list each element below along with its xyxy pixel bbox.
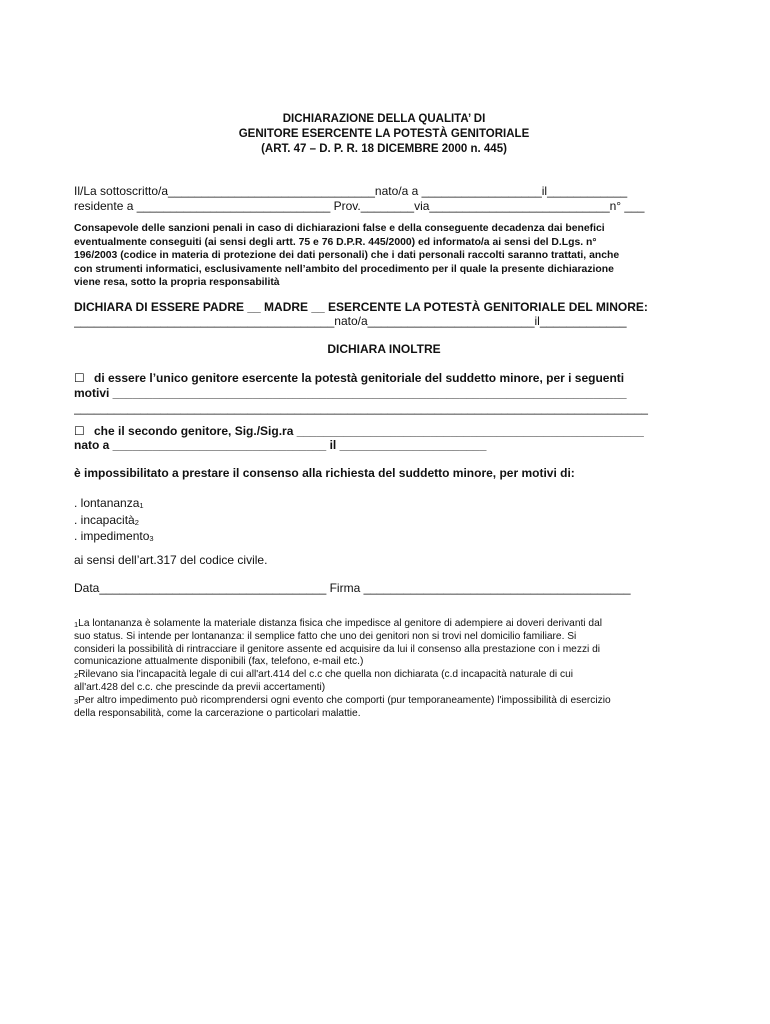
option-1-motivi-line[interactable]: motivi _____________________________________________________________________________ xyxy=(74,386,627,400)
motivi-list xyxy=(74,496,694,546)
document-title xyxy=(74,112,694,157)
consapevole-line: 196/2003 (codice in materia di protezione dei dati personali) che i dati personali raccolti saranno trattati, anche xyxy=(74,250,620,261)
dichiara-inoltre-heading: DICHIARA INOLTRE xyxy=(327,342,441,356)
footnote-ref: 1 xyxy=(139,501,144,510)
consapevole-paragraph xyxy=(74,222,694,290)
checkbox-icon[interactable]: ☐ xyxy=(74,424,85,438)
consapevole-line: viene resa, sotto la propria responsabilità xyxy=(74,277,280,288)
option-1-line-1 xyxy=(74,371,694,386)
option-2-text[interactable]: che il secondo genitore, Sig./Sig.ra ____________________________________________________ xyxy=(94,424,644,438)
checkbox-icon[interactable]: ☐ xyxy=(74,371,85,385)
footnotes xyxy=(74,618,694,720)
footnote-line: comunicazione attualmente disponibili (fax, telefono, e-mail etc.) xyxy=(74,656,364,668)
list-item xyxy=(74,513,694,530)
dichiara-heading: DICHIARA DI ESSERE PADRE __ MADRE __ ESERCENTE LA POTESTÀ GENITORIALE DEL MINORE: xyxy=(74,300,648,314)
footnote-ref: 2 xyxy=(134,517,139,527)
option-1-text: di essere l’unico genitore esercente la potestà genitoriale del suddetto minore, per i seguenti xyxy=(94,371,625,385)
title-line-1: DICHIARAZIONE DELLA QUALITA’ DI xyxy=(282,113,486,125)
footnote-text: Rilevano sia l'incapacità legale di cui all'art.414 del c.c che quella non dichiarata (c.d incapacità naturale di cui xyxy=(78,669,574,681)
date-signature-line[interactable]: Data__________________________________ Firma ________________________________________ xyxy=(74,581,631,595)
footnote-line: della responsabilità, come la carcerazione o particolari malattie. xyxy=(74,707,361,719)
motivo-label: . impedimento xyxy=(74,529,150,543)
impossibilitato-text: è impossibilitato a prestare il consenso alla richiesta del suddetto minore, per motivi di: xyxy=(74,466,575,480)
title-line-2: GENITORE ESERCENTE LA POTESTÀ GENITORIALE xyxy=(238,128,530,140)
title-line-3: (ART. 47 – D. P. R. 18 DICEMBRE 2000 n. 445) xyxy=(261,143,507,155)
option-1-blank-line[interactable]: ______________________________________________________________________________________ xyxy=(74,401,648,415)
identity-line-1[interactable]: Il/La sottoscritto/a_______________________________nato/a a __________________il____________ xyxy=(74,184,628,198)
motivo-label: . lontananza xyxy=(74,496,140,510)
identity-line-2[interactable]: residente a _____________________________ Prov.________via___________________________n° ___ xyxy=(74,199,645,213)
footnote-number: 1 xyxy=(74,620,79,629)
footnote-line xyxy=(74,618,694,631)
minor-data-line[interactable]: _______________________________________nato/a_________________________il_____________ xyxy=(74,314,627,328)
footnote-number: 3 xyxy=(74,696,79,706)
footnote-line xyxy=(74,669,694,682)
footnote-ref: 3 xyxy=(149,534,154,543)
footnote-number: 2 xyxy=(74,671,79,681)
consapevole-line: Consapevole delle sanzioni penali in caso di dichiarazioni false e della conseguente decadenza dai benefici xyxy=(74,223,605,234)
footnote-line xyxy=(74,695,694,708)
footnote-line: all'art.428 del c.c. che prescinde da previi accertamenti) xyxy=(74,681,326,693)
legal-reference: ai sensi dell’art.317 del codice civile. xyxy=(74,553,268,567)
footnote-line: consideri la possibilità di rintracciare il genitore assente ed acquisire da lui il consenso alla prestazione con i mezzi di xyxy=(74,643,601,655)
footnote-line: suo status. Si intende per lontananza: il semplice fatto che uno dei genitori non si trovi nel domicilio familiare. Si xyxy=(74,630,577,642)
list-item xyxy=(74,496,694,513)
footnote-text: La lontananza è solamente la materiale distanza fisica che impedisce al genitore di adempiere ai doveri derivanti dal xyxy=(78,618,602,629)
option-2-line-1 xyxy=(74,424,694,439)
footnote-text: Per altro impedimento può ricomprendersi ogni evento che comporti (pur temporaneamente) l'impossibilità di esercizio xyxy=(78,694,611,706)
consapevole-line: eventualmente conseguiti (ai sensi degli artt. 75 e 76 D.P.R. 445/2000) ed informato/a ai sensi del D.Lgs. n° xyxy=(74,236,597,248)
list-item xyxy=(74,529,694,546)
consapevole-line: con strumenti informatici, esclusivamente nell’ambito del procedimento per il quale la presente dichiarazione xyxy=(74,263,614,275)
option-2-nato-line[interactable]: nato a ________________________________ il ______________________ xyxy=(74,438,487,452)
motivo-label: . incapacità xyxy=(74,512,135,527)
